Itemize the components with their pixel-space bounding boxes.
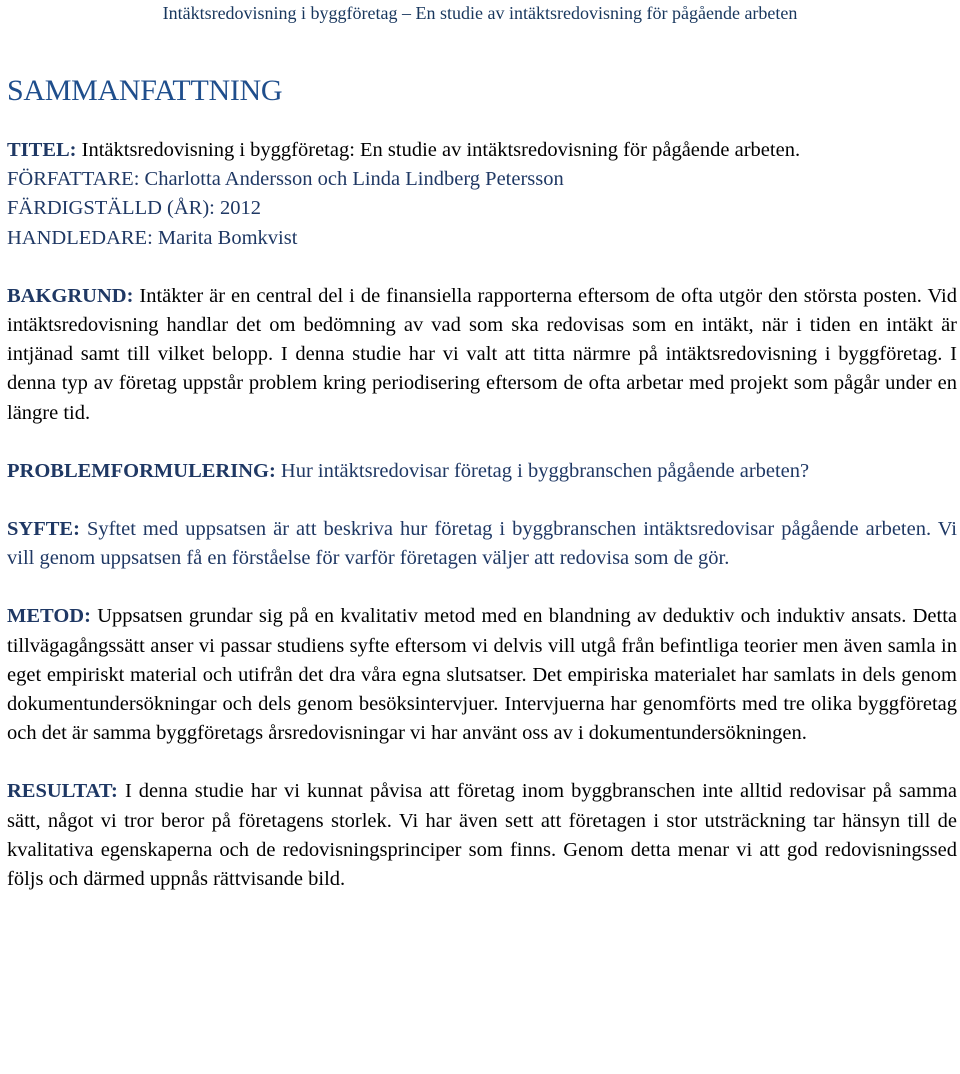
summary-content (7, 136, 957, 894)
metod-label: METOD: (7, 605, 91, 628)
metod-text: Uppsatsen grundar sig på en kvalitativ metod med en blandning av deduktiv och induktiv ansats. Detta tillvägagångssätt anser vi passar studiens syfte eftersom vi delvis vill utgå från befintliga teorier men även samla in eget empiriskt material och utifrån det dra våra egna slutsatser. Det empiriska materialet har samlats in dels genom dokumentundersökningar och dels genom besöksintervjuer. Intervjuerna har genomförts med tre olika byggföretag och det är samma byggföretags årsredovisningar vi har använt oss av i dokumentundersökningen. (7, 605, 958, 745)
section-resultat (7, 777, 957, 894)
meta-titel (7, 136, 957, 165)
forfattare-label: FÖRFATTARE: (7, 168, 140, 191)
spacer (7, 253, 957, 282)
spacer (7, 486, 957, 515)
section-problemformulering (7, 457, 957, 486)
page-title: SAMMANFATTNING (7, 74, 283, 107)
syfte-label: SYFTE: (7, 518, 80, 541)
syfte-text: Syftet med uppsatsen är att beskriva hur företag i byggbranschen intäktsredovisar pågående arbeten. Vi vill genom uppsatsen få en förståelse för varför företagen väljer att redovisa som de gör. (7, 518, 958, 570)
section-syfte (7, 515, 957, 573)
resultat-text: I denna studie har vi kunnat påvisa att företag inom byggbranschen inte alltid redovisar på samma sätt, något vi tror beror på företagens storlek. Vi har även sett att företagen i stor utsträckning tar hänsyn till de kvalitativa egenskaperna och de redovisningsprinciper som finns. Genom detta menar vi att god redovisningssed följs och därmed uppnås rättvisande bild. (7, 780, 957, 891)
titel-value: Intäktsredovisning i byggföretag: En studie av intäktsredovisning för pågående arbeten. (81, 139, 801, 161)
handledare-value: Marita Bomkvist (157, 226, 298, 249)
fardigstalld-label: FÄRDIGSTÄLLD (ÅR): (7, 197, 215, 220)
fardigstalld-value: 2012 (219, 197, 261, 220)
problem-label: PROBLEMFORMULERING: (7, 459, 276, 482)
running-header: Intäktsredovisning i byggföretag – En studie av intäktsredovisning för pågående arbeten (162, 3, 798, 23)
meta-handledare (7, 224, 957, 253)
titel-label: TITEL: (7, 139, 77, 161)
meta-fardigstalld (7, 194, 957, 223)
bakgrund-text: Intäkter är en central del i de finansiella rapporterna eftersom de ofta utgör den största posten. Vid intäktsredovisning handlar det om bedömning av vad som ska redovisas som en intäkt, när i tiden en intäkt är intjänad samt till vilket belopp. I denna studie har vi valt att titta närmre på intäktsredovisning i byggföretag. I denna typ av företag uppstår problem kring periodisering eftersom de ofta arbetar med projekt som pågår under en längre tid. (7, 284, 957, 424)
handledare-label: HANDLEDARE: (7, 226, 153, 249)
resultat-label: RESULTAT: (7, 780, 118, 803)
spacer (7, 573, 957, 602)
problem-text: Hur intäktsredovisar företag i byggbranschen pågående arbeten? (280, 459, 810, 482)
spacer (7, 428, 957, 457)
meta-forfattare (7, 165, 957, 194)
bakgrund-label: BAKGRUND: (7, 284, 134, 307)
section-metod (7, 602, 957, 748)
section-bakgrund (7, 282, 957, 428)
forfattare-value: Charlotta Andersson och Linda Lindberg Petersson (144, 168, 564, 191)
spacer (7, 748, 957, 777)
